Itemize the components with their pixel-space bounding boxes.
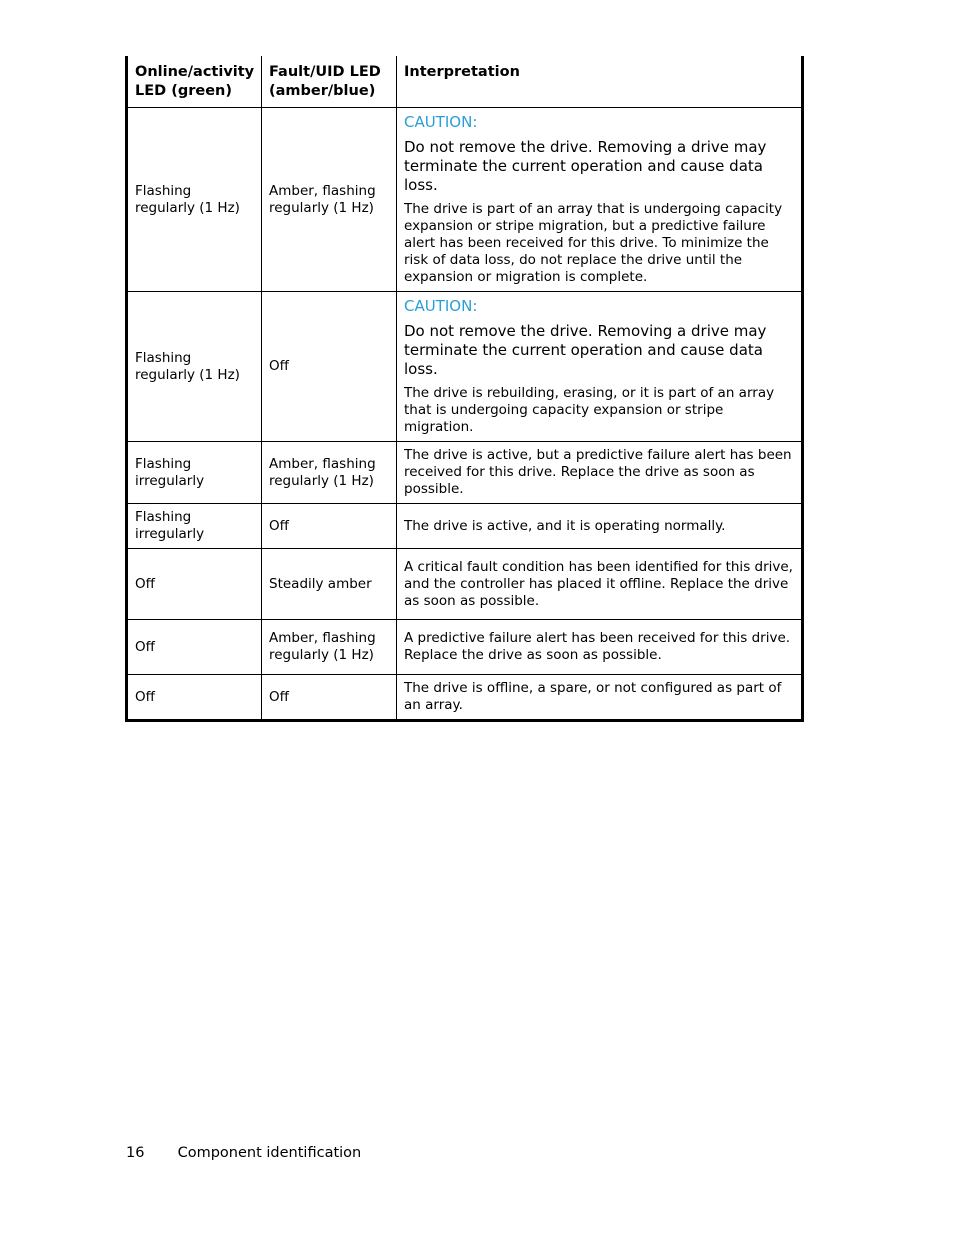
caution-text: Do not remove the drive. Removing a drive may terminate the current operation and cause data loss. bbox=[404, 322, 767, 378]
interpretation-cell: The drive is offline, a spare, or not configured as part of an array. bbox=[397, 675, 803, 721]
table-row bbox=[127, 549, 803, 620]
table-row bbox=[127, 442, 803, 504]
caution-text: Do not remove the drive. Removing a drive may terminate the current operation and cause data loss. bbox=[404, 138, 767, 194]
interpretation-cell bbox=[397, 292, 803, 442]
section-title: Component identification bbox=[177, 1145, 362, 1161]
online-led-cell: Flashing irregularly bbox=[127, 442, 262, 504]
table-row bbox=[127, 108, 803, 292]
caution-label: CAUTION: bbox=[404, 113, 478, 131]
online-led-cell: Flashing irregularly bbox=[127, 504, 262, 549]
table-row bbox=[127, 504, 803, 549]
header-fault-uid-led: Fault/UID LED (amber/blue) bbox=[262, 56, 397, 108]
header-interpretation: Interpretation bbox=[397, 56, 803, 108]
interpretation-text: The drive is part of an array that is undergoing capacity expansion or stripe migration, but a predictive failure alert has been received for this drive. To minimize the risk of data loss, do not replace the drive until the expansion or migration is complete. bbox=[404, 201, 783, 285]
fault-led-cell: Amber, flashing regularly (1 Hz) bbox=[262, 442, 397, 504]
header-online-activity-led: Online/activity LED (green) bbox=[127, 56, 262, 108]
interpretation-cell: The drive is active, and it is operating normally. bbox=[397, 504, 803, 549]
fault-led-cell: Off bbox=[262, 504, 397, 549]
online-led-cell: Flashing regularly (1 Hz) bbox=[127, 292, 262, 442]
online-led-cell: Off bbox=[127, 675, 262, 721]
table-header-row bbox=[127, 56, 803, 108]
caution-label: CAUTION: bbox=[404, 297, 478, 315]
interpretation-cell: A predictive failure alert has been received for this drive. Replace the drive as soon as possible. bbox=[397, 620, 803, 675]
led-interpretation-table bbox=[125, 56, 804, 722]
fault-led-cell: Off bbox=[262, 675, 397, 721]
interpretation-text: The drive is rebuilding, erasing, or it is part of an array that is undergoing capacity expansion or stripe migration. bbox=[404, 385, 775, 435]
page-footer bbox=[126, 1145, 361, 1161]
interpretation-cell: A critical fault condition has been identified for this drive, and the controller has placed it offline. Replace the drive as soon as possible. bbox=[397, 549, 803, 620]
interpretation-cell: The drive is active, but a predictive failure alert has been received for this drive. Replace the drive as soon as possible. bbox=[397, 442, 803, 504]
table-row bbox=[127, 620, 803, 675]
online-led-cell: Off bbox=[127, 549, 262, 620]
interpretation-cell bbox=[397, 108, 803, 292]
table-row bbox=[127, 292, 803, 442]
fault-led-cell: Off bbox=[262, 292, 397, 442]
online-led-cell: Off bbox=[127, 620, 262, 675]
table-row bbox=[127, 675, 803, 721]
fault-led-cell: Steadily amber bbox=[262, 549, 397, 620]
fault-led-cell: Amber, flashing regularly (1 Hz) bbox=[262, 620, 397, 675]
page-number: 16 bbox=[126, 1145, 145, 1161]
online-led-cell: Flashing regularly (1 Hz) bbox=[127, 108, 262, 292]
fault-led-cell: Amber, flashing regularly (1 Hz) bbox=[262, 108, 397, 292]
